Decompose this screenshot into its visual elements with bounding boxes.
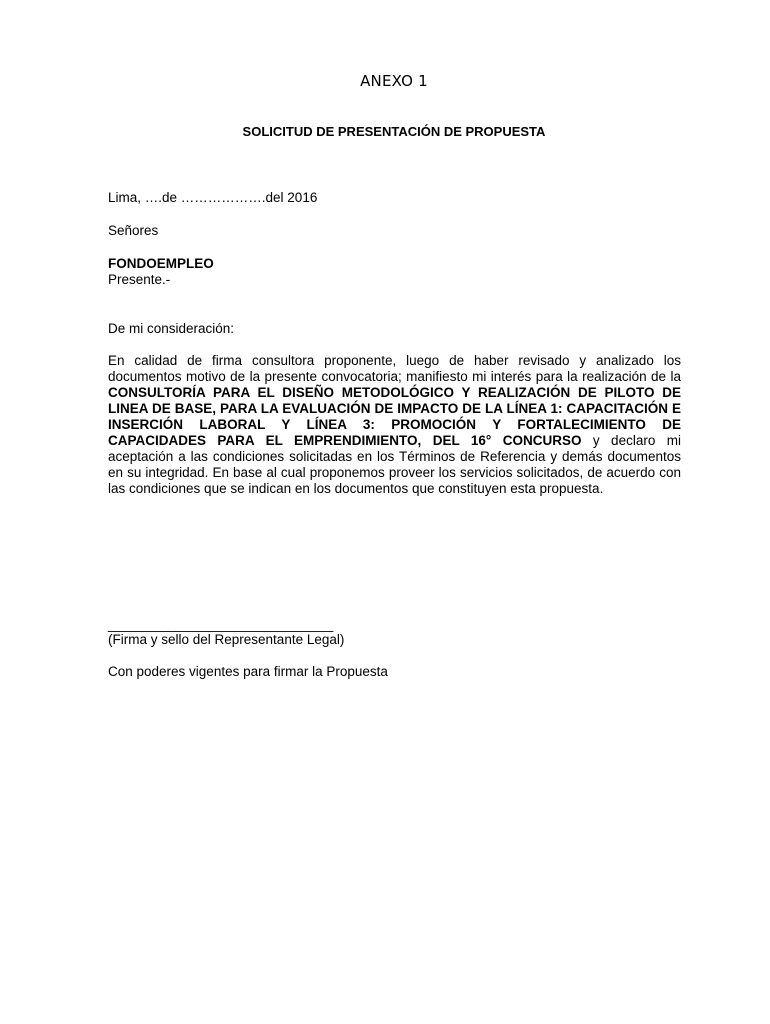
recipient-name: FONDOEMPLEO xyxy=(108,256,214,271)
annex-title: ANEXO 1 xyxy=(360,72,428,90)
recipient-suffix: Presente.- xyxy=(108,272,171,287)
document-title: SOLICITUD DE PRESENTACIÓN DE PROPUESTA xyxy=(242,124,546,139)
signature-line: ______________________________ xyxy=(108,617,334,632)
body-text-part2: y declaro mi aceptación a las condiciones solicitadas en los Términos de Referencia y demás documentos en su integridad. En base al cual proponemos proveer los servicios solicitados, de acuerdo con las condiciones que se indican en los documentos que constituyen esta propuesta. xyxy=(108,433,681,496)
date-line: Lima, ….de ……………….del 2016 xyxy=(108,190,318,205)
signature-caption: (Firma y sello del Representante Legal) xyxy=(108,632,345,647)
body-text-part1: En calidad de firma consultora proponente, luego de haber revisado y analizado los documentos motivo de la presente convocatoria; manifiesto mi interés para la realización de la xyxy=(108,353,681,384)
closing-note: Con poderes vigentes para firmar la Propuesta xyxy=(108,664,388,679)
project-name: CONSULTORÍA PARA EL DISEÑO METODOLÓGICO Y REALIZACIÓN DE PILOTO DE LINEA DE BASE, PARA LA EVALUACIÓN DE IMPACTO DE LA LÍNEA 1: CAPACITACIÓN E INSERCIÓN LABORAL Y LÍNEA 3: PROMOCIÓN Y FORTALECIMIENTO DE CAPACIDADES PARA EL EMPRENDIMIENTO, DEL 16° CONCURSO xyxy=(108,385,681,448)
salutation: Señores xyxy=(108,223,159,238)
letter-body xyxy=(108,353,681,497)
opening-greeting: De mi consideración: xyxy=(108,321,235,336)
